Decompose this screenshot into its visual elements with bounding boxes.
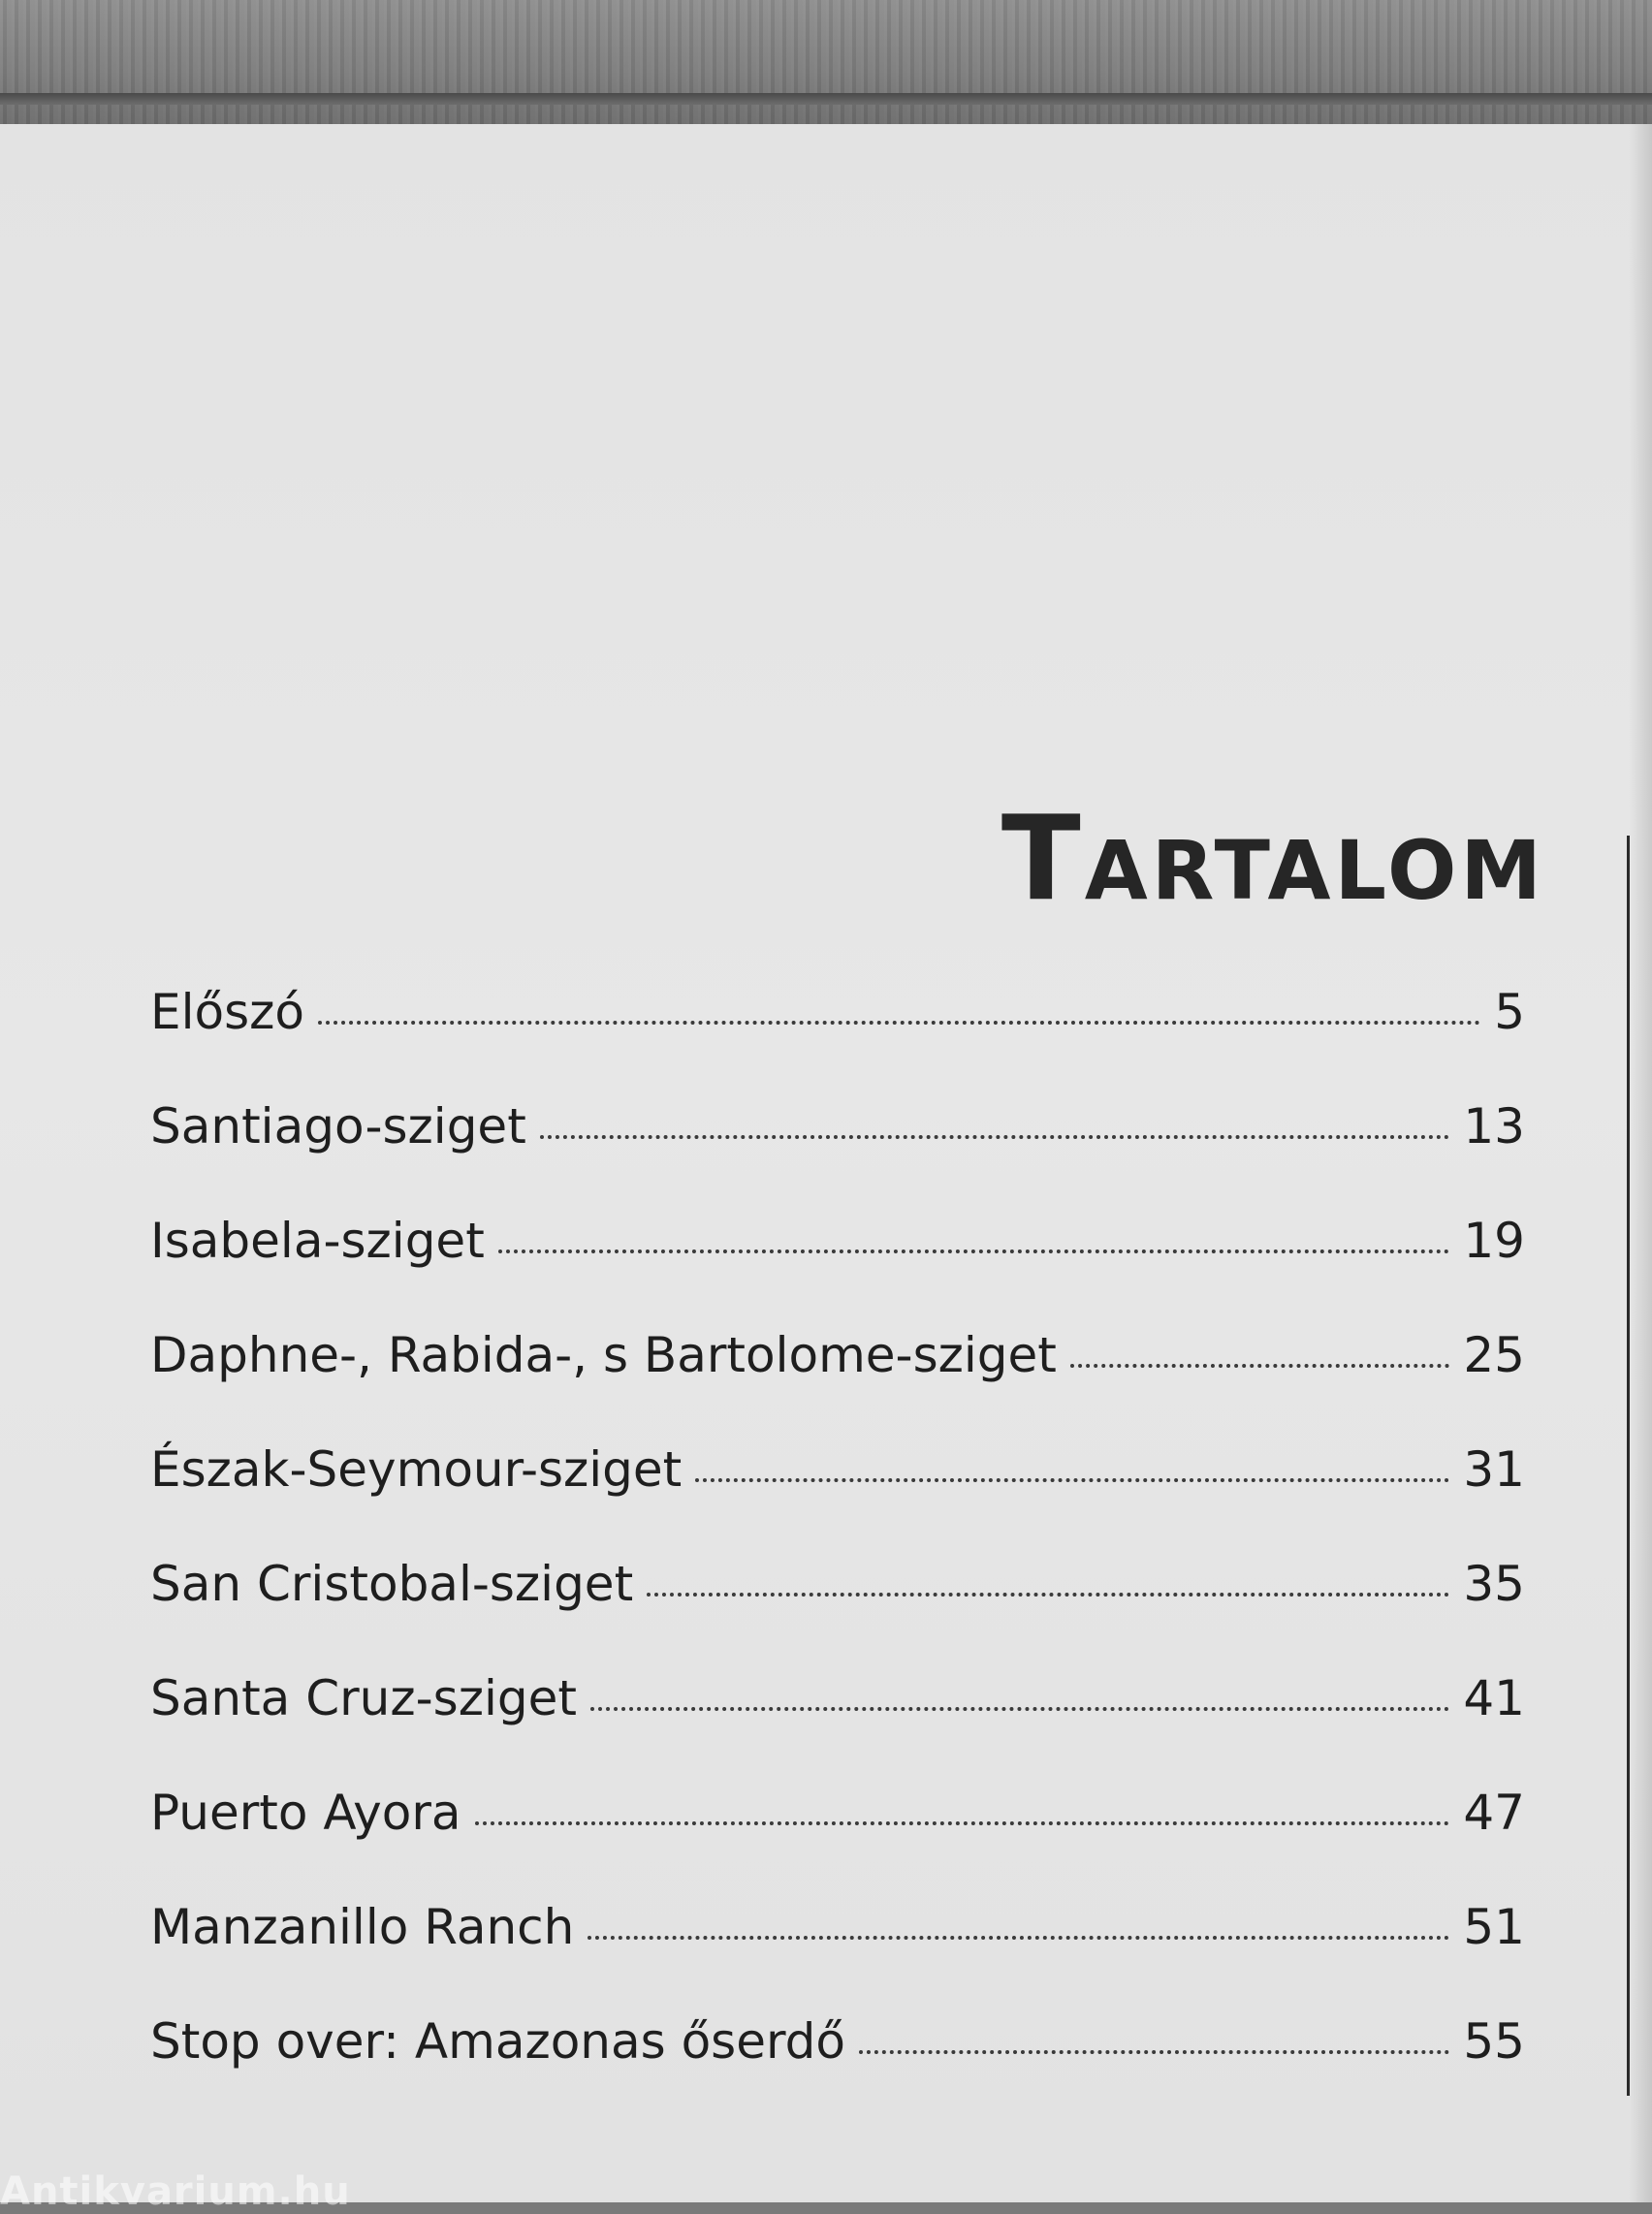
toc-entry [150,1556,1525,1670]
dot-leader [695,1478,1449,1482]
dot-leader [647,1593,1449,1597]
dot-leader [588,1936,1449,1940]
toc-entry-label: Manzanillo Ranch [150,1899,575,1955]
toc-entry [150,1098,1525,1213]
toc-entry [150,2013,1525,2128]
watermark: Antikvarium.hu [0,2169,351,2214]
toc-entry-page: 35 [1463,1556,1525,1612]
toc-entry [150,1441,1525,1556]
dot-leader [540,1135,1450,1139]
toc-entry-page: 51 [1463,1899,1525,1955]
toc-entry-label: Santiago-sziget [150,1098,526,1154]
toc-entry-page: 5 [1494,984,1525,1040]
toc-entry-label: Isabela-sziget [150,1213,485,1269]
toc-entry [150,1213,1525,1327]
toc-entry-label: Santa Cruz-sziget [150,1670,577,1726]
toc-entry-page: 13 [1463,1098,1525,1154]
page-title: Tartalom [1001,792,1545,927]
table-of-contents [150,984,1525,2128]
toc-entry-page: 47 [1463,1785,1525,1841]
toc-entry [150,1327,1525,1441]
toc-entry-page: 19 [1463,1213,1525,1269]
toc-entry-page: 31 [1463,1441,1525,1498]
toc-entry-label: Észak-Seymour-sziget [150,1441,683,1498]
dot-leader [859,2050,1449,2054]
dot-leader [475,1821,1450,1825]
toc-entry-label: Puerto Ayora [150,1785,461,1841]
toc-entry-label: Stop over: Amazonas őserdő [150,2013,845,2070]
toc-entry [150,1899,1525,2013]
toc-entry-label: San Cristobal-sziget [150,1556,634,1612]
dot-leader [318,1021,1480,1025]
dot-leader [1070,1364,1449,1368]
dot-leader [498,1249,1450,1253]
page-shadow [1629,124,1652,2202]
toc-entry-page: 55 [1463,2013,1525,2070]
toc-entry-label: Daphne-, Rabida-, s Bartolome-sziget [150,1327,1057,1383]
background-surface [0,0,1652,131]
dot-leader [590,1707,1449,1711]
toc-entry [150,1785,1525,1899]
toc-entry-label: Előszó [150,984,304,1040]
toc-entry-page: 41 [1463,1670,1525,1726]
toc-entry-page: 25 [1463,1327,1525,1383]
toc-entry [150,1670,1525,1785]
toc-entry [150,984,1525,1098]
vertical-rule [1627,836,1630,2096]
background-edge [0,93,1652,105]
